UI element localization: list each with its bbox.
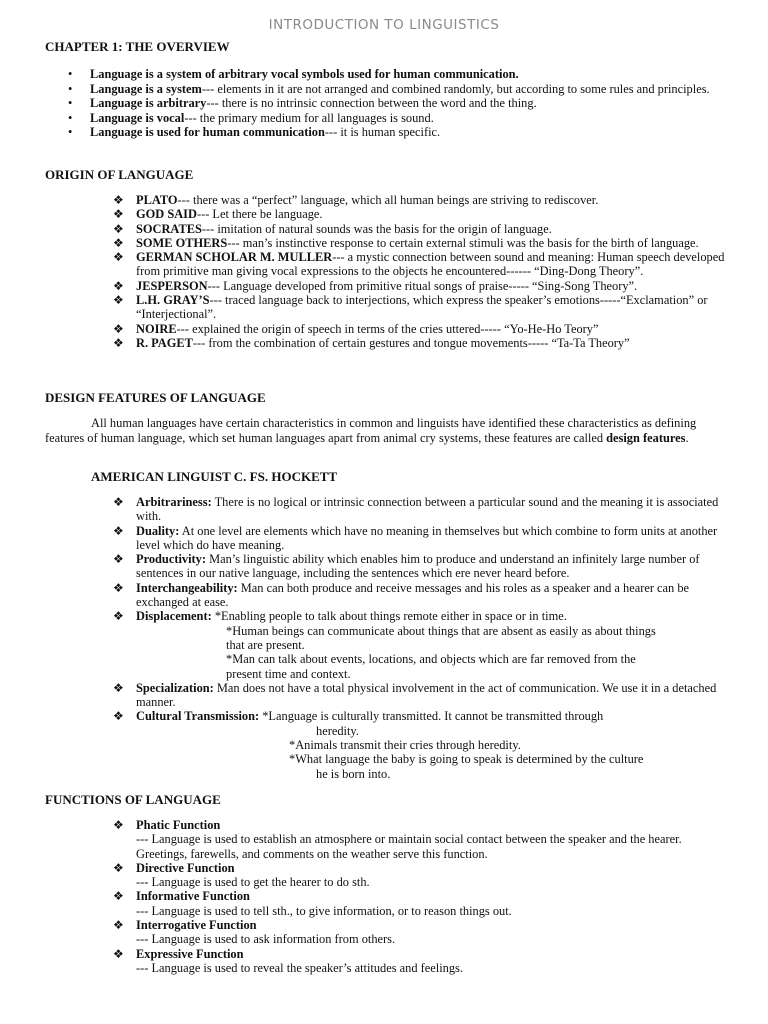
definition: --- elements in it are not arranged and combined randomly, but according to some rules and principles.: [201, 81, 710, 96]
diamond-bullet-icon: ❖: [113, 495, 124, 509]
definition: Man can both produce and receive messages and his roles as a speaker and a hearer can be exchanged at ease.: [136, 580, 690, 610]
diamond-bullet-icon: ❖: [113, 609, 124, 624]
term: SOCRATES: [136, 221, 202, 236]
design-features-heading: DESIGN FEATURES OF LANGUAGE: [45, 390, 266, 405]
list-item: [68, 96, 728, 111]
design-features-paragraph: [45, 416, 725, 445]
diamond-bullet-icon: ❖: [113, 207, 124, 222]
diamond-bullet-icon: ❖: [113, 235, 124, 250]
paragraph-end: .: [685, 430, 689, 445]
term: JESPERSON: [136, 278, 208, 293]
list-item: [113, 322, 725, 336]
diamond-bullet-icon: ❖: [113, 860, 124, 875]
list-item: [113, 609, 725, 680]
list-item: [113, 861, 725, 890]
definition: --- there is no intrinsic connection between the word and the thing.: [206, 96, 537, 110]
term: Duality:: [136, 523, 180, 538]
list-item: [113, 552, 725, 581]
term: SOME OTHERS: [136, 235, 228, 250]
origin-heading: ORIGIN OF LANGUAGE: [45, 167, 194, 182]
list-item: [113, 193, 725, 207]
overview-list: [68, 67, 728, 140]
definition: --- explained the origin of speech in terms of the cries uttered----- “Yo-He-Ho Teory”: [176, 321, 599, 336]
diamond-bullet-icon: ❖: [113, 321, 124, 336]
definition: --- Language developed from primitive ritual songs of praise----- “Sing-Song Theory”.: [207, 278, 638, 293]
term: GOD SAID: [136, 207, 197, 222]
function-title: Expressive Function: [136, 946, 244, 961]
list-item: [113, 818, 725, 861]
function-description: --- Language is used to establish an atmosphere or maintain social contact between the speaker and the hearer. Greetings, farewells, and comments on the weather serve this function.: [136, 832, 682, 861]
term: Interchangeability:: [136, 580, 238, 595]
diamond-bullet-icon: ❖: [113, 818, 124, 832]
function-title: Informative Function: [136, 889, 250, 904]
definition: --- Let there be language.: [196, 207, 323, 222]
definition-line: *Human beings can communicate about things that are absent as easily as about things: [226, 623, 656, 638]
list-item: [113, 207, 725, 221]
definition: --- a mystic connection between sound and meaning: Human speech developed from primitive man giving vocal expressions to the objects he encountered------ “Ding-Dong Theory”.: [136, 250, 725, 279]
list-item: [113, 947, 725, 976]
list-item: [113, 293, 725, 322]
term: Language is arbitrary: [90, 96, 207, 110]
definition: --- there was a “perfect” language, which all human beings are striving to rediscover.: [177, 193, 599, 207]
function-description: --- Language is used to get the hearer to do sth.: [136, 875, 370, 890]
definition-line: *What language the baby is going to speak is determined by the culture: [289, 752, 644, 767]
term: Language is a system of arbitrary vocal symbols used for human communication.: [90, 67, 519, 81]
diamond-bullet-icon: ❖: [113, 680, 124, 695]
function-title: Directive Function: [136, 860, 235, 875]
list-item: [113, 918, 725, 947]
definition: --- man’s instinctive response to certain external stimuli was the basis for the birth of language.: [227, 235, 699, 250]
functions-heading: FUNCTIONS OF LANGUAGE: [45, 792, 221, 807]
list-item: [68, 67, 728, 82]
term: Language is a system: [90, 81, 202, 96]
diamond-bullet-icon: ❖: [113, 709, 124, 724]
diamond-bullet-icon: ❖: [113, 889, 124, 904]
definition: Man does not have a total physical involvement in the act of communication. We use it in a detached manner.: [136, 680, 717, 710]
definition: --- imitation of natural sounds was the basis for the origin of language.: [201, 221, 552, 236]
term: Specialization:: [136, 680, 214, 695]
term: NOIRE: [136, 321, 177, 336]
term: L.H. GRAY’S: [136, 293, 210, 308]
function-description: --- Language is used to tell sth., to give information, or to reason things out.: [136, 903, 512, 918]
definition: --- traced language back to interjections, which express the speaker’s emotions-----“Exclamation” or “Interjectional”.: [136, 293, 708, 322]
diamond-bullet-icon: ❖: [113, 335, 124, 350]
list-item: [113, 222, 725, 236]
diamond-bullet-icon: ❖: [113, 523, 124, 538]
list-item: [113, 889, 725, 918]
document-title: INTRODUCTION TO LINGUISTICS: [268, 17, 500, 33]
definition-line: *Language is culturally transmitted. It cannot be transmitted through: [259, 709, 604, 724]
definition-line: *Animals transmit their cries through heredity.: [289, 738, 521, 753]
term: Language is vocal: [90, 110, 185, 125]
diamond-bullet-icon: ❖: [113, 946, 124, 961]
definition-line: *Enabling people to talk about things remote either in space or in time.: [211, 609, 567, 624]
list-item: [113, 250, 725, 279]
term: GERMAN SCHOLAR M. MULLER: [136, 250, 333, 265]
definition: At one level are elements which have no meaning in themselves but which combine to form units at another level which do have meaning.: [136, 523, 718, 552]
list-item: [68, 82, 728, 97]
chapter-heading: CHAPTER 1: THE OVERVIEW: [45, 39, 230, 54]
diamond-bullet-icon: ❖: [113, 193, 124, 207]
diamond-bullet-icon: ❖: [113, 221, 124, 236]
list-item: [113, 495, 725, 524]
definition-line: heredity.: [316, 723, 359, 738]
list-item: [113, 336, 725, 350]
diamond-bullet-icon: ❖: [113, 580, 124, 595]
definition: --- it is human specific.: [324, 125, 441, 139]
origin-list: [113, 193, 725, 350]
term: Language is used for human communication: [90, 125, 325, 139]
definition-line: *Man can talk about events, locations, and objects which are far removed from the: [226, 652, 636, 667]
definition: Man’s linguistic ability which enables him to produce and understand an infinitely large number of sentences in our native language, including the sentences which ere never heard before.: [136, 552, 700, 581]
definition-line: that are present.: [226, 637, 305, 652]
list-item: [113, 681, 725, 710]
list-item: [68, 125, 728, 140]
design-features-list: [113, 495, 725, 781]
diamond-bullet-icon: ❖: [113, 293, 124, 308]
term: Productivity:: [136, 552, 206, 567]
list-item: [113, 279, 725, 293]
diamond-bullet-icon: ❖: [113, 552, 124, 567]
diamond-bullet-icon: ❖: [113, 278, 124, 293]
definition: --- the primary medium for all languages is sound.: [184, 110, 434, 125]
definition-line: present time and context.: [226, 666, 351, 681]
paragraph-text: All human languages have certain characteristics in common and linguists have identified these characteristics as defining features of human language, which set human languages apart from animal cry systems, these features are called: [45, 416, 697, 445]
term: Cultural Transmission:: [136, 709, 260, 724]
paragraph-bold-term: design features: [606, 430, 686, 445]
term: Displacement:: [136, 609, 212, 624]
term: R. PAGET: [136, 335, 193, 350]
list-item: [113, 236, 725, 250]
list-item: [113, 581, 725, 610]
term: Arbitrariness:: [136, 495, 212, 509]
function-description: --- Language is used to ask information from others.: [136, 932, 396, 947]
diamond-bullet-icon: ❖: [113, 918, 124, 933]
function-description: --- Language is used to reveal the speaker’s attitudes and feelings.: [136, 960, 463, 975]
definition-line: he is born into.: [316, 766, 391, 781]
diamond-bullet-icon: ❖: [113, 250, 124, 265]
functions-list: [113, 818, 725, 975]
function-title: Interrogative Function: [136, 918, 257, 933]
list-item: [113, 709, 725, 780]
list-item: [113, 524, 725, 553]
definition: There is no logical or intrinsic connection between a particular sound and the meaning it is associated with.: [136, 495, 719, 524]
definition: --- from the combination of certain gestures and tongue movements----- “Ta-Ta Theory”: [192, 335, 630, 350]
term: PLATO: [136, 193, 178, 207]
hockett-subheading: AMERICAN LINGUIST C. FS. HOCKETT: [91, 469, 338, 484]
list-item: [68, 111, 728, 126]
function-title: Phatic Function: [136, 818, 221, 832]
